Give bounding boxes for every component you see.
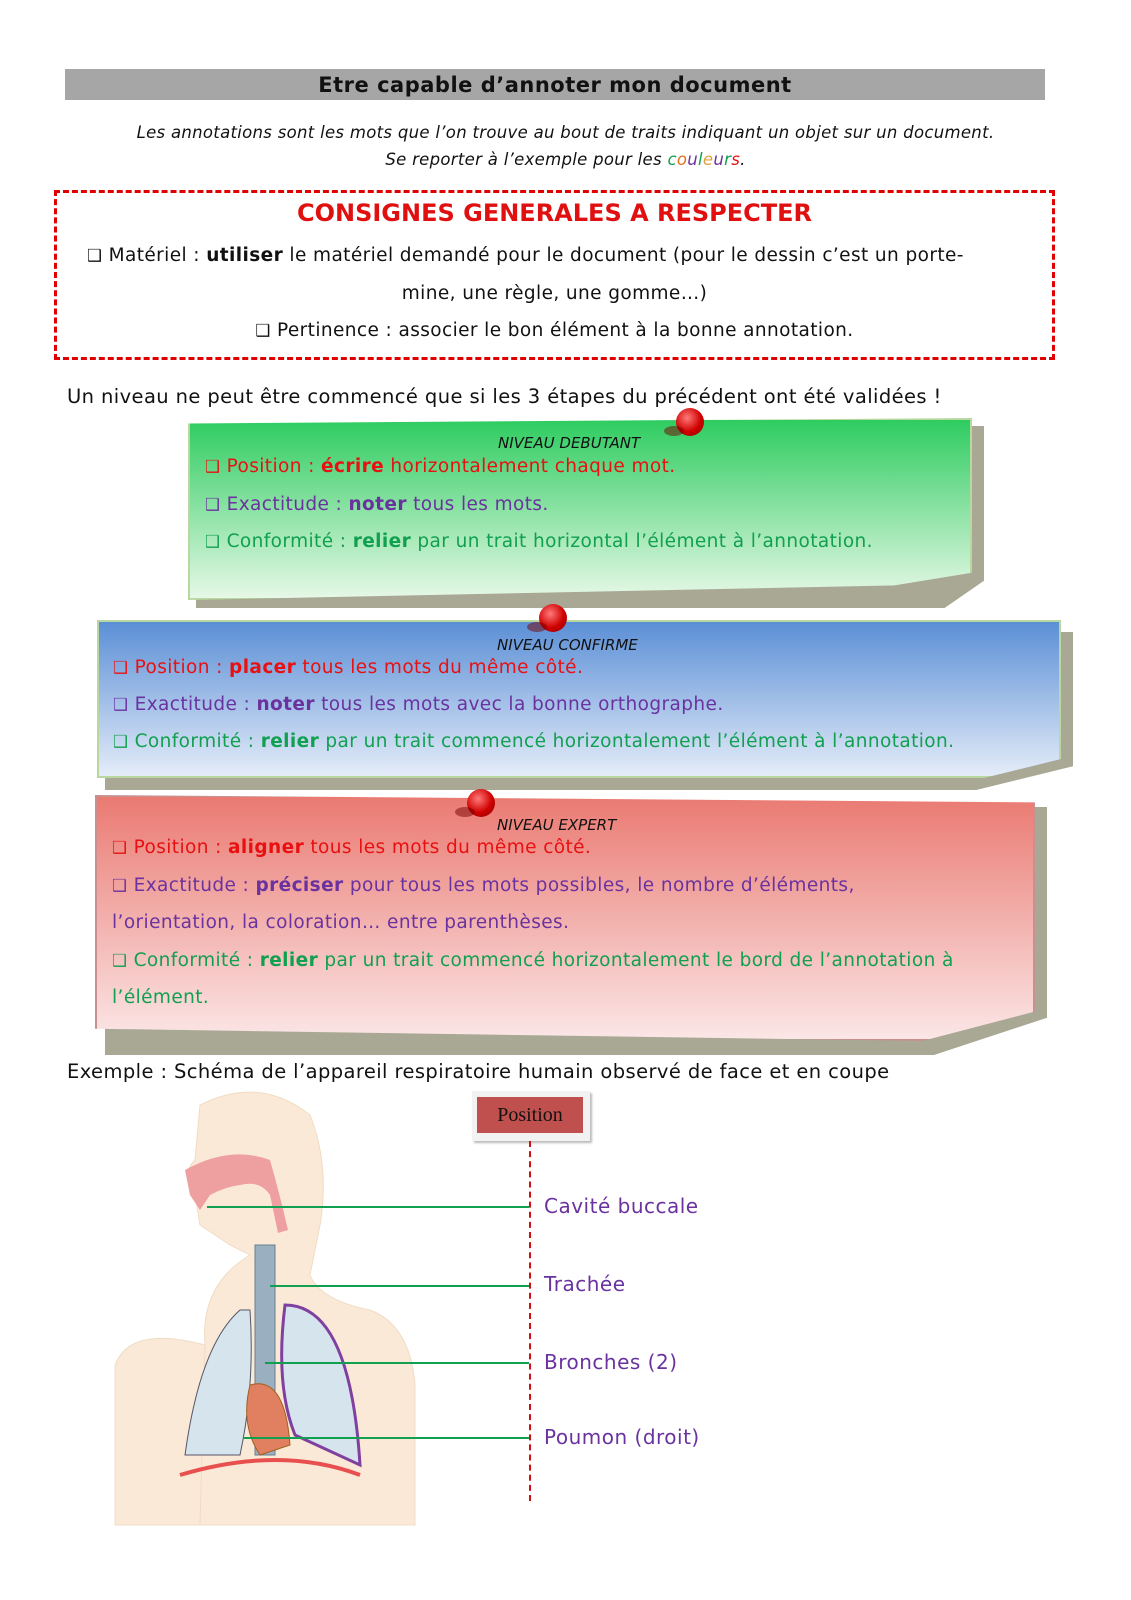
criterion-bold: relier xyxy=(352,531,412,552)
criterion-conformite xyxy=(205,531,873,552)
rule-text: associer le bon élément à la bonne annotation. xyxy=(398,320,854,341)
rule-bold: utiliser xyxy=(206,245,284,266)
criterion-bold: aligner xyxy=(228,837,305,858)
checkbox-icon: ❑ xyxy=(205,532,221,551)
level-name: NIVEAU DEBUTANT xyxy=(498,434,641,452)
criterion-exactitude-cont: l’orientation, la coloration… entre parenthèses. xyxy=(112,912,570,933)
criterion-label: Conformité : xyxy=(134,731,261,752)
checkbox-icon: ❑ xyxy=(113,658,129,677)
checkbox-icon: ❑ xyxy=(112,838,128,857)
letter: r xyxy=(724,150,732,169)
pushpin-icon xyxy=(676,408,704,436)
annotation-label: Poumon (droit) xyxy=(544,1425,700,1449)
rule-materiel xyxy=(87,245,964,266)
intro-line-1: Les annotations sont les mots que l’on trouve au bout de traits indiquant un objet sur un document. xyxy=(136,123,995,142)
criterion-exactitude xyxy=(113,694,724,715)
checkbox-icon: ❑ xyxy=(87,246,103,265)
intro-line-2 xyxy=(40,150,1091,169)
criterion-bold: placer xyxy=(229,657,297,678)
criterion-conformite xyxy=(113,731,954,752)
level-debutant-note xyxy=(188,418,984,608)
respiratory-system-diagram xyxy=(110,1085,440,1530)
criterion-label: Conformité : xyxy=(133,950,260,971)
checkbox-icon: ❑ xyxy=(205,495,221,514)
example-caption: Exemple : Schéma de l’appareil respiratoire humain observé de face et en coupe xyxy=(67,1060,890,1083)
checkbox-icon: ❑ xyxy=(112,951,128,970)
criterion-label: Conformité : xyxy=(226,531,353,552)
general-rules-box xyxy=(54,190,1055,360)
level-name: NIVEAU EXPERT xyxy=(497,816,617,834)
level-expert-note xyxy=(95,795,1047,1055)
criterion-text: horizontalement chaque mot. xyxy=(384,456,676,477)
criterion-label: Exactitude : xyxy=(226,494,349,515)
criterion-bold: noter xyxy=(348,494,407,515)
pushpin-icon xyxy=(467,789,495,817)
criterion-text: tous les mots avec la bonne orthographe. xyxy=(314,694,724,715)
criterion-label: Position : xyxy=(133,837,229,858)
criterion-text: par un trait commencé horizontalement l’élément à l’annotation. xyxy=(319,731,955,752)
annotation-line xyxy=(265,1362,529,1364)
criterion-bold: noter xyxy=(256,694,315,715)
criterion-bold: relier xyxy=(259,950,319,971)
rule-text: le matériel demandé pour le document (pour le dessin c’est un porte- xyxy=(283,245,964,266)
rule-label: Pertinence : xyxy=(277,320,399,341)
annotation-label: Trachée xyxy=(544,1272,626,1296)
checkbox-icon: ❑ xyxy=(113,695,129,714)
letter: u xyxy=(713,150,725,169)
criterion-position xyxy=(112,837,591,858)
rules-title: CONSIGNES GENERALES A RESPECTER xyxy=(296,199,813,227)
criterion-label: Position : xyxy=(134,657,230,678)
criterion-bold: préciser xyxy=(255,875,344,896)
rule-label: Matériel : xyxy=(108,245,207,266)
annotation-line xyxy=(207,1206,529,1208)
criterion-conformite-cont: l’élément. xyxy=(112,987,210,1008)
checkbox-icon: ❑ xyxy=(113,732,129,751)
checkbox-icon: ❑ xyxy=(255,321,271,340)
criterion-conformite xyxy=(112,950,954,971)
letter: o xyxy=(676,150,688,169)
criterion-text: pour tous les mots possibles, le nombre d’éléments, xyxy=(343,875,855,896)
checkbox-icon: ❑ xyxy=(112,876,128,895)
pushpin-icon xyxy=(539,604,567,632)
position-tag-frame xyxy=(472,1091,590,1141)
position-guide-line xyxy=(529,1141,531,1501)
checkbox-icon: ❑ xyxy=(205,457,221,476)
position-tag: Position xyxy=(477,1097,583,1133)
criterion-exactitude xyxy=(112,875,855,896)
criterion-label: Position : xyxy=(226,456,322,477)
level-confirme-note xyxy=(97,620,1073,790)
statement: Un niveau ne peut être commencé que si les 3 étapes du précédent ont été validées ! xyxy=(67,385,942,408)
letter: c xyxy=(667,150,677,169)
criterion-position xyxy=(113,657,583,678)
criterion-exactitude xyxy=(205,494,549,515)
letter: l xyxy=(698,150,703,169)
letter: e xyxy=(702,150,714,169)
criterion-bold: écrire xyxy=(321,456,385,477)
criterion-text: par un trait horizontal l’élément à l’annotation. xyxy=(411,531,873,552)
criterion-text: tous les mots. xyxy=(406,494,549,515)
intro-prefix: Se reporter à l’exemple pour les xyxy=(385,150,668,169)
annotation-line xyxy=(243,1437,529,1439)
criterion-text: tous les mots du même côté. xyxy=(304,837,592,858)
rule-materiel-cont: mine, une règle, une gomme…) xyxy=(401,283,708,304)
rule-pertinence xyxy=(57,320,1052,341)
intro-suffix: . xyxy=(740,150,746,169)
letter: u xyxy=(687,150,698,169)
criterion-text: tous les mots du même côté. xyxy=(296,657,584,678)
annotation-label: Bronches (2) xyxy=(544,1350,678,1374)
criterion-label: Exactitude : xyxy=(133,875,256,896)
criterion-bold: relier xyxy=(260,731,320,752)
criterion-label: Exactitude : xyxy=(134,694,257,715)
criterion-text: par un trait commencé horizontalement le bord de l’annotation à xyxy=(318,950,954,971)
criterion-position xyxy=(205,456,676,477)
page-title: Etre capable d’annoter mon document xyxy=(65,69,1045,100)
letter: s xyxy=(731,150,741,169)
level-name: NIVEAU CONFIRME xyxy=(497,636,638,654)
annotation-label: Cavité buccale xyxy=(544,1194,699,1218)
annotation-line xyxy=(270,1285,529,1287)
